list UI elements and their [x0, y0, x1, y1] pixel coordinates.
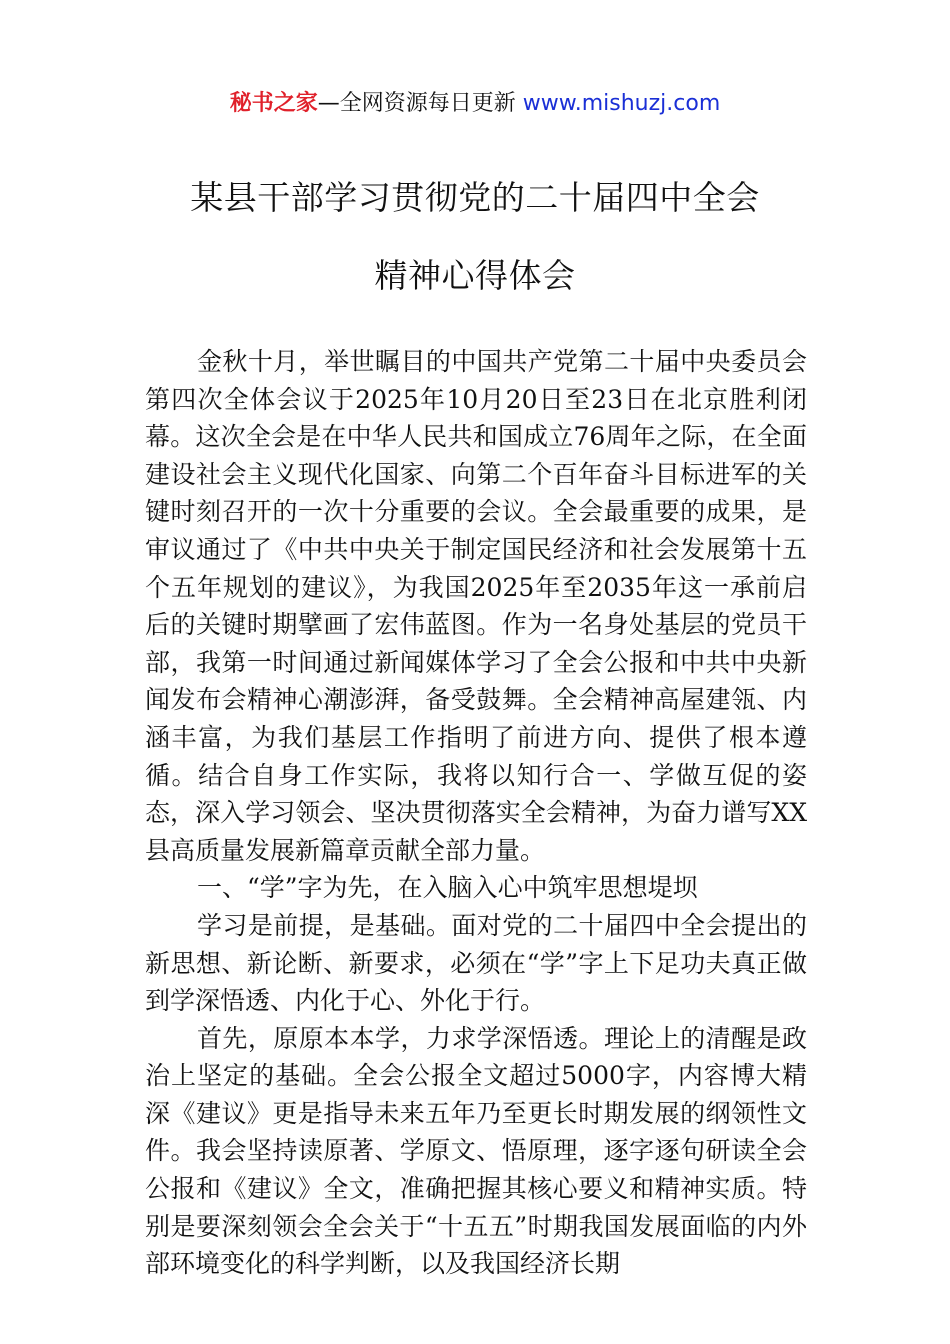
document-title — [0, 180, 950, 294]
title-line-1: 某县干部学习贯彻党的二十届四中全会 — [190, 178, 760, 217]
header-tagline: —全网资源每日更新 — [317, 91, 523, 116]
title-line-2: 精神心得体会 — [374, 256, 576, 295]
paragraph-intro: 金秋十月，举世瞩目的中国共产党第二十届中央委员会第四次全体会议于2025年10月20日至23日在北京胜利闭幕。这次全会是在中华人民共和国成立76周年之际，在全面建设社会主义现代化国家、向第二个百年奋斗目标进军的关键时刻召开的一次十分重要的会议。全会最重要的成果，是审议通过了《中共中央关于制定国民经济和社会发展第十五个五年规划的建议》，为我国2025年至2035年这一承前启后的关键时期擘画了宏伟蓝图。作为一名身处基层的党员干部，我第一时间通过新闻媒体学习了全会公报和中共中央新闻发布会精神心潮澎湃，备受鼓舞。全会精神高屋建瓴、内涵丰富，为我们基层工作指明了前进方向、提供了根本遵循。结合自身工作实际，我将以知行合一、学做互促的姿态，深入学习领会、坚决贯彻落实全会精神，为奋力谱写XX县高质量发展新篇章贡献全部力量。 — [145, 347, 807, 865]
site-url-link[interactable]: www.mishuzj.com — [522, 91, 721, 116]
site-header — [0, 88, 950, 120]
brand-name: 秘书之家 — [229, 91, 318, 116]
section-heading-1: 一、“学”字为先，在入脑入心中筑牢思想堤坝 — [197, 873, 698, 903]
paragraph-study-first: 首先，原原本本学，力求学深悟透。理论上的清醒是政治上坚定的基础。全会公报全文超过5000字，内容博大精深《建议》更是指导未来五年乃至更长时期发展的纲领性文件。我会坚持读原著、学原文、悟原理，逐字逐句研读全会公报和《建议》全文，准确把握其核心要义和精神实质。特别是要深刻领会全会关于“十五五”时期我国发展面临的内外部环境变化的科学判断，以及我国经济长期 — [145, 1023, 807, 1279]
document-body — [145, 343, 807, 1283]
paragraph-study-basis: 学习是前提，是基础。面对党的二十届四中全会提出的新思想、新论断、新要求，必须在“学”字上下足功夫真正做到学深悟透、内化于心、外化于行。 — [145, 910, 807, 1016]
